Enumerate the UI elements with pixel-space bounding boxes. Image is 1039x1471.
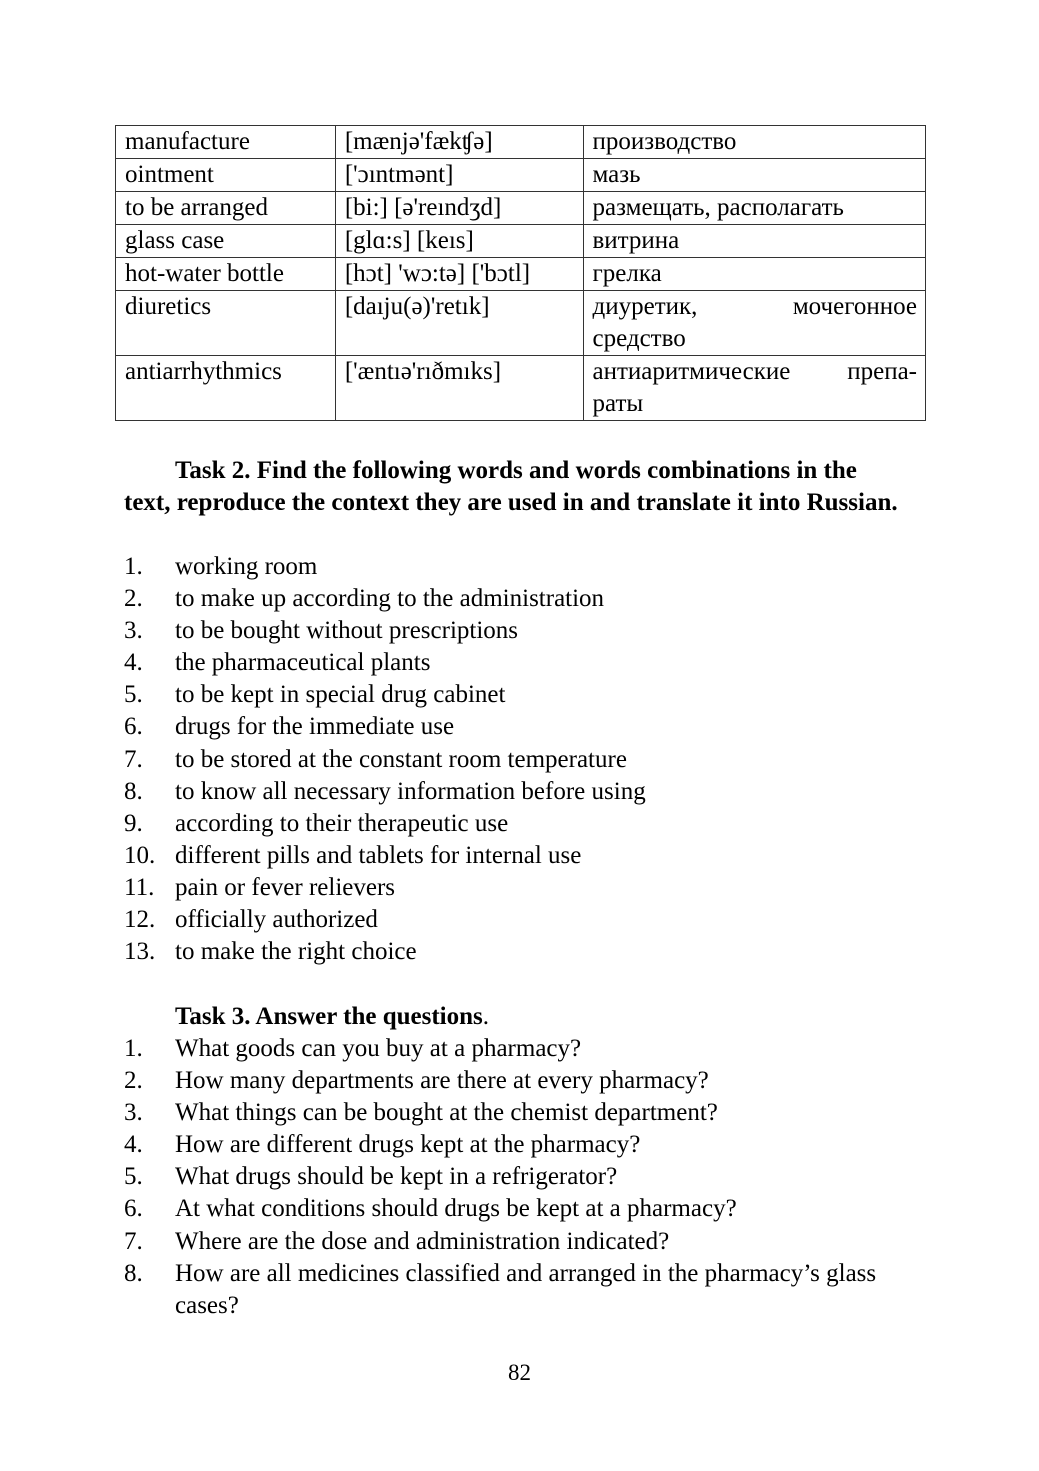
term-cell: ointment [116, 159, 336, 192]
term-cell: hot-water bottle [116, 258, 336, 291]
term-cell: diuretics [116, 291, 336, 356]
list-item [124, 1033, 914, 1065]
item-text: What goods can you buy at a pharmacy? [175, 1035, 582, 1062]
table-row [116, 258, 926, 291]
vocabulary-table [115, 125, 926, 421]
task3-list [124, 1033, 914, 1322]
list-item [124, 1161, 914, 1193]
translation-cell: производство [583, 126, 926, 159]
transcription-cell: [bi:] [ə'reındʒd] [335, 192, 583, 225]
translation-line: средство [592, 325, 686, 352]
list-item [124, 647, 914, 679]
item-text: to know all necessary information before using [175, 777, 646, 805]
task3-heading [124, 1001, 904, 1033]
item-number: 11. [124, 873, 155, 901]
table-row [116, 126, 926, 159]
table-row [116, 225, 926, 258]
item-text: the pharmaceutical plants [175, 649, 431, 677]
item-text: according to their therapeutic use [175, 809, 509, 837]
item-text: How many departments are there at every pharmacy? [175, 1067, 709, 1095]
item-text: to be kept in special drug cabinet [175, 681, 506, 709]
transcription-cell: [glɑ:s] [keıs] [335, 225, 583, 258]
item-number: 8. [124, 777, 143, 805]
item-number: 6. [124, 1195, 143, 1223]
item-number: 10. [124, 841, 156, 869]
list-item [124, 1129, 914, 1161]
item-number: 8. [124, 1259, 143, 1287]
translation-cell: грелка [583, 258, 926, 291]
item-number: 13. [124, 938, 156, 966]
item-number: 1. [124, 1035, 143, 1062]
task2-instruction: Find the following words and words combinations in the text, reproduce the context they are used in and translate it into Russian. [124, 457, 898, 516]
item-text: How are all medicines classified and arranged in the pharmacy’s glass cases? [175, 1259, 877, 1319]
list-item [124, 1226, 914, 1258]
translation-cell: размещать, располагать [583, 192, 926, 225]
item-number: 6. [124, 713, 143, 741]
transcription-cell: ['æntıə'rıðmıks] [335, 356, 583, 421]
item-number: 5. [124, 681, 143, 709]
page-number: 82 [508, 1360, 531, 1385]
translation-cell: витрина [583, 225, 926, 258]
translation-line: раты [592, 390, 644, 417]
transcription-cell: ['ɔıntmənt] [335, 159, 583, 192]
task2-list [124, 551, 914, 968]
item-number: 9. [124, 809, 143, 837]
translation-line: диуретик, мочегонное [592, 293, 917, 320]
item-text: What things can be bought at the chemist department? [175, 1099, 718, 1127]
list-item [124, 808, 914, 840]
item-number: 12. [124, 906, 156, 934]
translation-cell [583, 356, 926, 421]
item-number: 4. [124, 649, 143, 677]
list-item [124, 1065, 914, 1097]
item-text: working room [175, 553, 318, 580]
term-cell: to be arranged [116, 192, 336, 225]
translation-cell: мазь [583, 159, 926, 192]
list-item [124, 744, 914, 776]
list-item [124, 551, 914, 583]
item-number: 2. [124, 1067, 143, 1095]
list-item [124, 711, 914, 743]
item-number: 2. [124, 585, 143, 613]
item-text: Where are the dose and administration indicated? [175, 1227, 670, 1255]
translation-cell [583, 291, 926, 356]
transcription-cell: [hɔt] 'wɔ:tə] ['bɔtl] [335, 258, 583, 291]
item-text: officially authorized [175, 906, 378, 934]
list-item [124, 936, 914, 968]
item-text: What drugs should be kept in a refrigerator? [175, 1163, 618, 1191]
item-text: to be stored at the constant room temperature [175, 745, 627, 773]
item-text: pain or fever relievers [175, 873, 396, 901]
item-number: 7. [124, 745, 143, 773]
table-row [116, 192, 926, 225]
translation-line: антиаритмические препа- [592, 358, 917, 385]
transcription-cell: [daıju(ə)'retık] [335, 291, 583, 356]
item-text: to make the right choice [175, 938, 417, 966]
table-row [116, 356, 926, 421]
list-item [124, 872, 914, 904]
item-number: 1. [124, 553, 143, 580]
item-text: to make up according to the administration [175, 585, 605, 613]
transcription-cell: [mænjə'fækʧə] [335, 126, 583, 159]
list-item [124, 679, 914, 711]
list-item [124, 904, 914, 936]
item-number: 7. [124, 1227, 143, 1255]
task3-label: Task 3. Answer the questions [175, 1003, 483, 1030]
list-item [124, 583, 914, 615]
item-text: to be bought without prescriptions [175, 617, 519, 645]
list-item [124, 840, 914, 872]
list-item [124, 776, 914, 808]
task2-label: Task 2. [175, 457, 251, 484]
list-item [124, 1258, 914, 1322]
item-number: 3. [124, 617, 143, 645]
item-text: drugs for the immediate use [175, 713, 455, 741]
task3-period: . [482, 1003, 489, 1030]
list-item [124, 1097, 914, 1129]
list-item [124, 1193, 914, 1225]
task2-heading [124, 455, 904, 519]
term-cell: antiarrhythmics [116, 356, 336, 421]
item-number: 4. [124, 1131, 143, 1159]
table-row [116, 291, 926, 356]
item-number: 3. [124, 1099, 143, 1127]
item-text: At what conditions should drugs be kept at a pharmacy? [175, 1195, 737, 1223]
item-text: different pills and tablets for internal use [175, 841, 582, 869]
term-cell: glass case [116, 225, 336, 258]
term-cell: manufacture [116, 126, 336, 159]
table-row [116, 159, 926, 192]
item-number: 5. [124, 1163, 143, 1191]
item-text: How are different drugs kept at the pharmacy? [175, 1131, 641, 1159]
list-item [124, 615, 914, 647]
